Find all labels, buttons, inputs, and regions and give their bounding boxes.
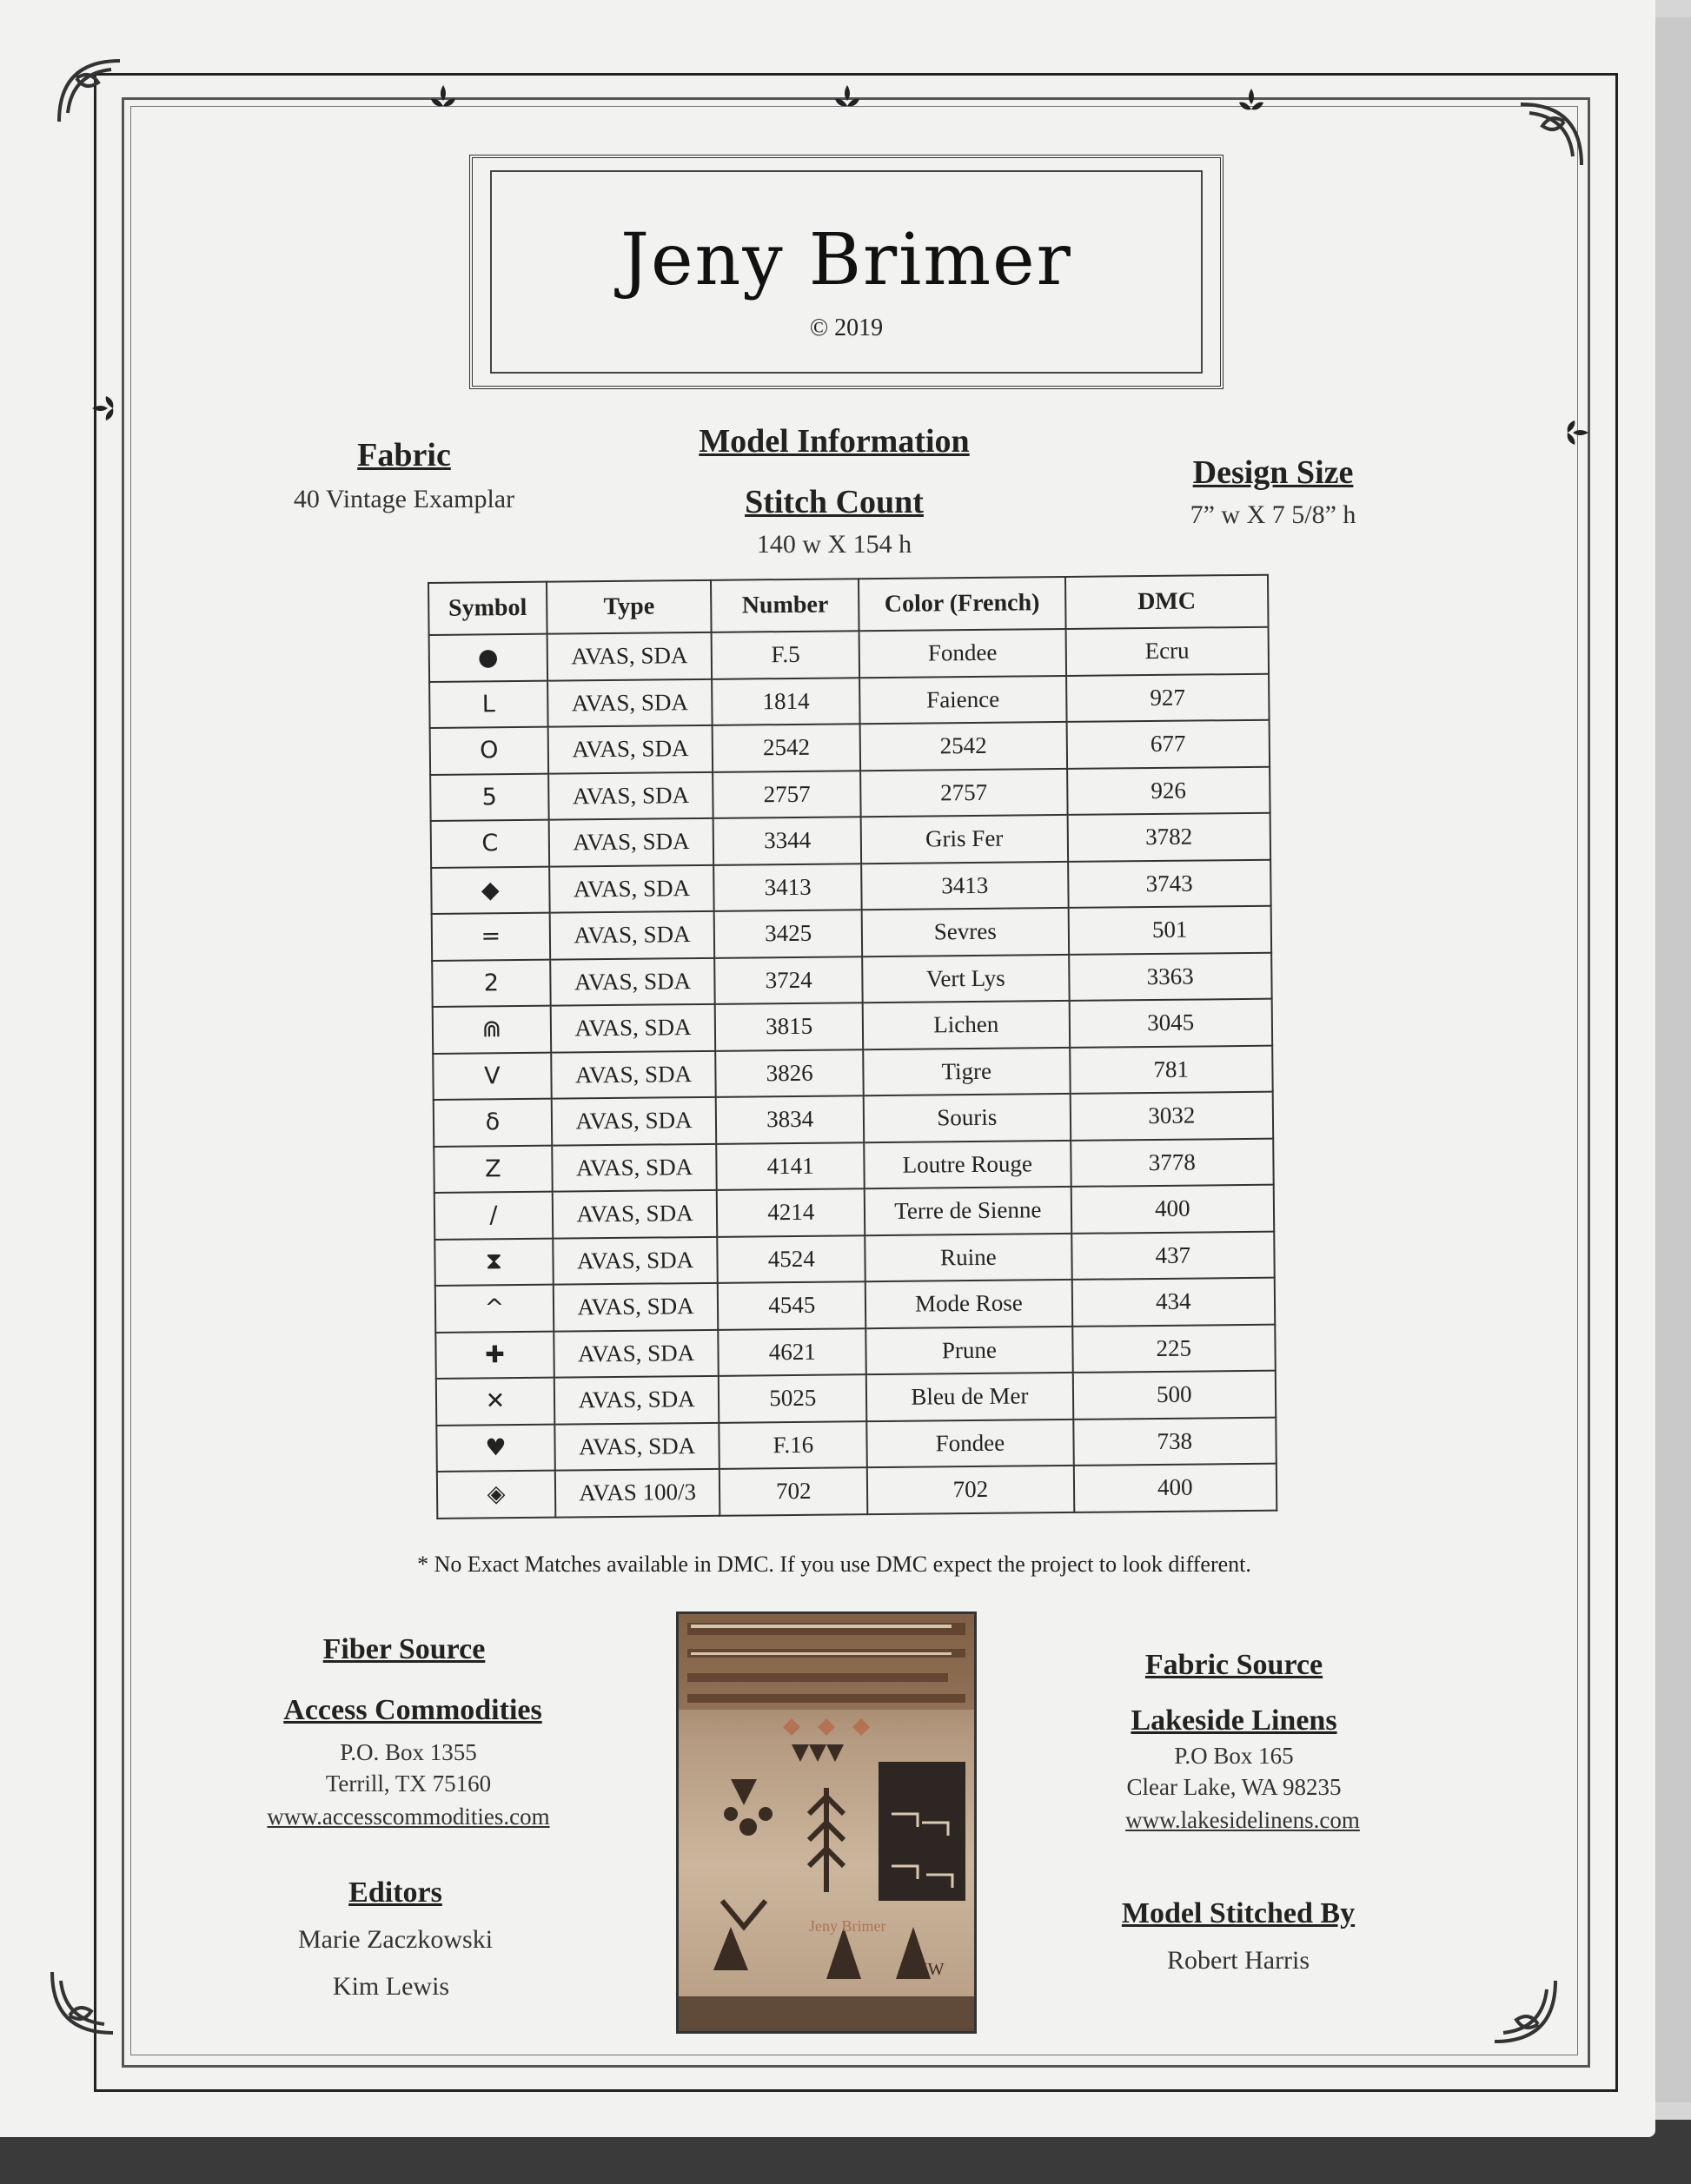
cell-dmc: 3743 (1068, 859, 1271, 908)
cell-number: 3834 (716, 1095, 864, 1143)
cell-type: AVAS, SDA (550, 957, 715, 1005)
table-row (437, 1464, 1277, 1519)
cell-number: 3815 (715, 1003, 863, 1050)
fabric-source-url[interactable]: www.lakesidelinens.com (1125, 1807, 1360, 1833)
cell-color: 2757 (860, 768, 1067, 817)
cell-color: Fondee (866, 1419, 1073, 1467)
cell-number: 2757 (713, 771, 861, 818)
cell-symbol: ⋒ (433, 1006, 551, 1054)
cell-color: Mode Rose (865, 1280, 1072, 1328)
cell-dmc: 927 (1066, 673, 1270, 722)
cell-type: AVAS, SDA (554, 1283, 719, 1331)
stitch-count-value: 140 w X 154 h (756, 530, 912, 559)
table-row (434, 1092, 1273, 1147)
column-header-number: Number (711, 579, 859, 632)
cell-number: 3425 (714, 910, 862, 957)
cell-symbol: ^ (435, 1285, 554, 1333)
cell-type: AVAS, SDA (552, 1097, 717, 1145)
cell-color: Ruine (865, 1233, 1071, 1281)
design-size-heading: Design Size (1192, 454, 1354, 491)
cell-color: Sevres (862, 908, 1069, 956)
sampler-stitched-name: Jeny Brimer (809, 1917, 886, 1935)
table-row (433, 999, 1272, 1054)
fleur-ornament-icon (90, 391, 125, 426)
cell-dmc: 738 (1073, 1417, 1277, 1466)
cell-symbol: V (433, 1052, 551, 1100)
table-row (432, 906, 1271, 961)
sampler-initials: IW (922, 1960, 945, 1979)
cell-color: Tigre (863, 1047, 1070, 1095)
cell-type: AVAS, SDA (554, 1329, 719, 1377)
fiber-source-heading: Fiber Source (322, 1633, 486, 1665)
fleur-ornament-icon (1555, 415, 1590, 450)
stitch-count-heading: Stitch Count (745, 484, 924, 520)
cell-type: AVAS, SDA (547, 725, 713, 773)
cell-number: 3413 (714, 864, 862, 911)
corner-scroll-icon (50, 52, 129, 130)
cell-color: Vert Lys (862, 954, 1069, 1003)
cell-color: Faience (859, 675, 1066, 724)
cell-symbol: ✕ (436, 1378, 554, 1426)
fiber-source-url[interactable]: www.accesscommodities.com (267, 1803, 550, 1830)
table-row (430, 720, 1270, 775)
cell-type: AVAS, SDA (547, 632, 712, 680)
model-stitched-by-heading: Model Stitched By (1121, 1897, 1356, 1929)
model-information-heading: Model Information (699, 423, 970, 460)
fleur-ornament-icon (426, 83, 461, 118)
cell-number: 4524 (718, 1235, 865, 1283)
cell-color: Fondee (859, 629, 1066, 678)
cell-number: F.16 (720, 1421, 867, 1469)
cell-dmc: 400 (1071, 1185, 1274, 1234)
cell-symbol: ♥ (436, 1424, 554, 1472)
column-header-dmc: DMC (1065, 575, 1269, 629)
cell-number: 4621 (719, 1328, 866, 1376)
editor-name-1: Marie Zaczkowski (297, 1925, 494, 1954)
cell-type: AVAS, SDA (547, 678, 713, 726)
cell-color: Loutre Rouge (864, 1140, 1071, 1188)
corner-scroll-icon (1486, 1972, 1564, 2050)
cell-symbol: δ (434, 1099, 552, 1147)
table-row (433, 1045, 1272, 1100)
table-row (429, 627, 1269, 682)
sampler-image (679, 1614, 974, 2031)
cell-type: AVAS, SDA (551, 1050, 716, 1098)
fleur-ornament-icon (1234, 87, 1269, 122)
dmc-note: * No Exact Matches available in DMC. If you use DMC expect the project to look different. (417, 1552, 1251, 1577)
cell-color: Prune (865, 1326, 1072, 1374)
cell-dmc: 434 (1071, 1278, 1275, 1327)
cell-color: Gris Fer (861, 815, 1068, 864)
column-header-color: Color (French) (859, 577, 1065, 631)
cell-number: 3344 (713, 817, 861, 864)
cell-dmc: 926 (1067, 766, 1270, 815)
corner-scroll-icon (1512, 96, 1590, 174)
table-row (432, 952, 1271, 1007)
cell-number: 1814 (712, 678, 859, 725)
cell-color: Souris (864, 1094, 1071, 1142)
table-row (434, 1138, 1273, 1193)
cell-symbol: Z (434, 1145, 552, 1193)
corner-scroll-icon (43, 1963, 122, 2042)
cell-type: AVAS, SDA (552, 1143, 717, 1191)
cell-symbol: 5 (430, 773, 548, 821)
cell-dmc: 500 (1072, 1371, 1276, 1420)
cell-color: 2542 (860, 722, 1067, 771)
thread-table-body (429, 627, 1277, 1519)
fabric-value: 40 Vintage Examplar (293, 485, 515, 513)
fiber-source-address1: P.O. Box 1355 (340, 1739, 477, 1765)
cell-dmc: 225 (1072, 1324, 1276, 1373)
cell-dmc: 3045 (1069, 999, 1272, 1048)
design-title: Jeny Brimer (620, 219, 1072, 301)
cell-type: AVAS, SDA (548, 818, 713, 866)
column-header-type: Type (547, 580, 712, 634)
cell-symbol: O (430, 727, 548, 775)
fabric-source-company: Lakeside Linens (1131, 1704, 1337, 1737)
table-row (435, 1324, 1275, 1379)
column-header-symbol: Symbol (428, 582, 547, 635)
editor-name-2: Kim Lewis (332, 1972, 450, 2001)
cell-color: Terre de Sienne (865, 1187, 1071, 1235)
cell-symbol: ◈ (437, 1471, 555, 1519)
cell-color: 3413 (861, 861, 1068, 910)
table-header-row (428, 575, 1269, 635)
table-row (436, 1417, 1276, 1472)
cell-symbol: L (429, 680, 547, 728)
table-row (431, 859, 1270, 914)
table-row (429, 673, 1269, 728)
cell-symbol: ✚ (435, 1331, 554, 1379)
cell-type: AVAS, SDA (549, 911, 714, 959)
cell-number: 3724 (715, 956, 863, 1004)
cell-dmc: 437 (1071, 1231, 1275, 1280)
editors-heading: Editors (348, 1876, 442, 1909)
cell-number: 4214 (717, 1188, 865, 1236)
cell-dmc: 3363 (1069, 952, 1272, 1001)
cell-number: 3826 (716, 1049, 864, 1097)
cell-number: 702 (720, 1467, 867, 1515)
cell-symbol: 2 (432, 959, 550, 1007)
fabric-source-heading: Fabric Source (1144, 1649, 1323, 1681)
copyright-text: © 2019 (809, 314, 884, 341)
title-box (469, 155, 1223, 389)
cell-type: AVAS, SDA (548, 771, 713, 819)
cell-type: AVAS, SDA (554, 1376, 720, 1424)
table-row (431, 813, 1270, 868)
cell-symbol: ⧗ (434, 1238, 553, 1286)
cell-color: 702 (867, 1466, 1074, 1514)
cell-dmc: 3778 (1071, 1138, 1274, 1187)
cell-dmc: 400 (1073, 1464, 1277, 1512)
cell-number: F.5 (712, 631, 859, 678)
table-row (435, 1278, 1275, 1333)
cell-number: 5025 (719, 1374, 866, 1422)
cell-symbol: C (431, 820, 549, 868)
table-row (434, 1231, 1274, 1286)
cell-symbol: = (432, 913, 550, 961)
model-stitched-by-name: Robert Harris (1166, 1946, 1310, 1975)
cell-type: AVAS, SDA (553, 1190, 718, 1238)
cell-symbol: / (434, 1192, 553, 1240)
table-row (436, 1371, 1276, 1426)
cell-dmc: 3032 (1070, 1092, 1273, 1141)
cell-symbol: ● (429, 634, 547, 682)
cell-number: 2542 (713, 724, 860, 771)
cell-type: AVAS 100/3 (555, 1469, 720, 1517)
cell-symbol: ◆ (431, 866, 549, 914)
cell-color: Bleu de Mer (866, 1373, 1073, 1421)
cell-number: 4141 (717, 1142, 865, 1190)
thread-key-table (428, 574, 1277, 1519)
table-row (434, 1185, 1274, 1240)
cell-color: Lichen (863, 1001, 1070, 1049)
fabric-source-address1: P.O Box 165 (1174, 1743, 1294, 1769)
cell-type: AVAS, SDA (551, 1004, 716, 1052)
fleur-ornament-icon (830, 83, 865, 118)
cell-dmc: 501 (1068, 906, 1271, 955)
cell-dmc: 781 (1070, 1045, 1273, 1094)
model-photo (676, 1612, 977, 2034)
table-row (430, 766, 1270, 821)
cell-type: AVAS, SDA (553, 1236, 718, 1284)
design-size-value: 7” w X 7 5/8” h (1190, 500, 1356, 529)
fiber-source-company: Access Commodities (283, 1694, 542, 1726)
cell-dmc: Ecru (1065, 627, 1269, 676)
fabric-heading: Fabric (357, 437, 451, 473)
cell-type: AVAS, SDA (554, 1422, 720, 1470)
cell-type: AVAS, SDA (549, 864, 714, 912)
cell-number: 4545 (718, 1281, 865, 1329)
fiber-source-address2: Terrill, TX 75160 (325, 1770, 492, 1797)
cell-dmc: 3782 (1067, 813, 1270, 862)
fabric-source-address2: Clear Lake, WA 98235 (1126, 1774, 1342, 1800)
cell-dmc: 677 (1066, 720, 1270, 769)
